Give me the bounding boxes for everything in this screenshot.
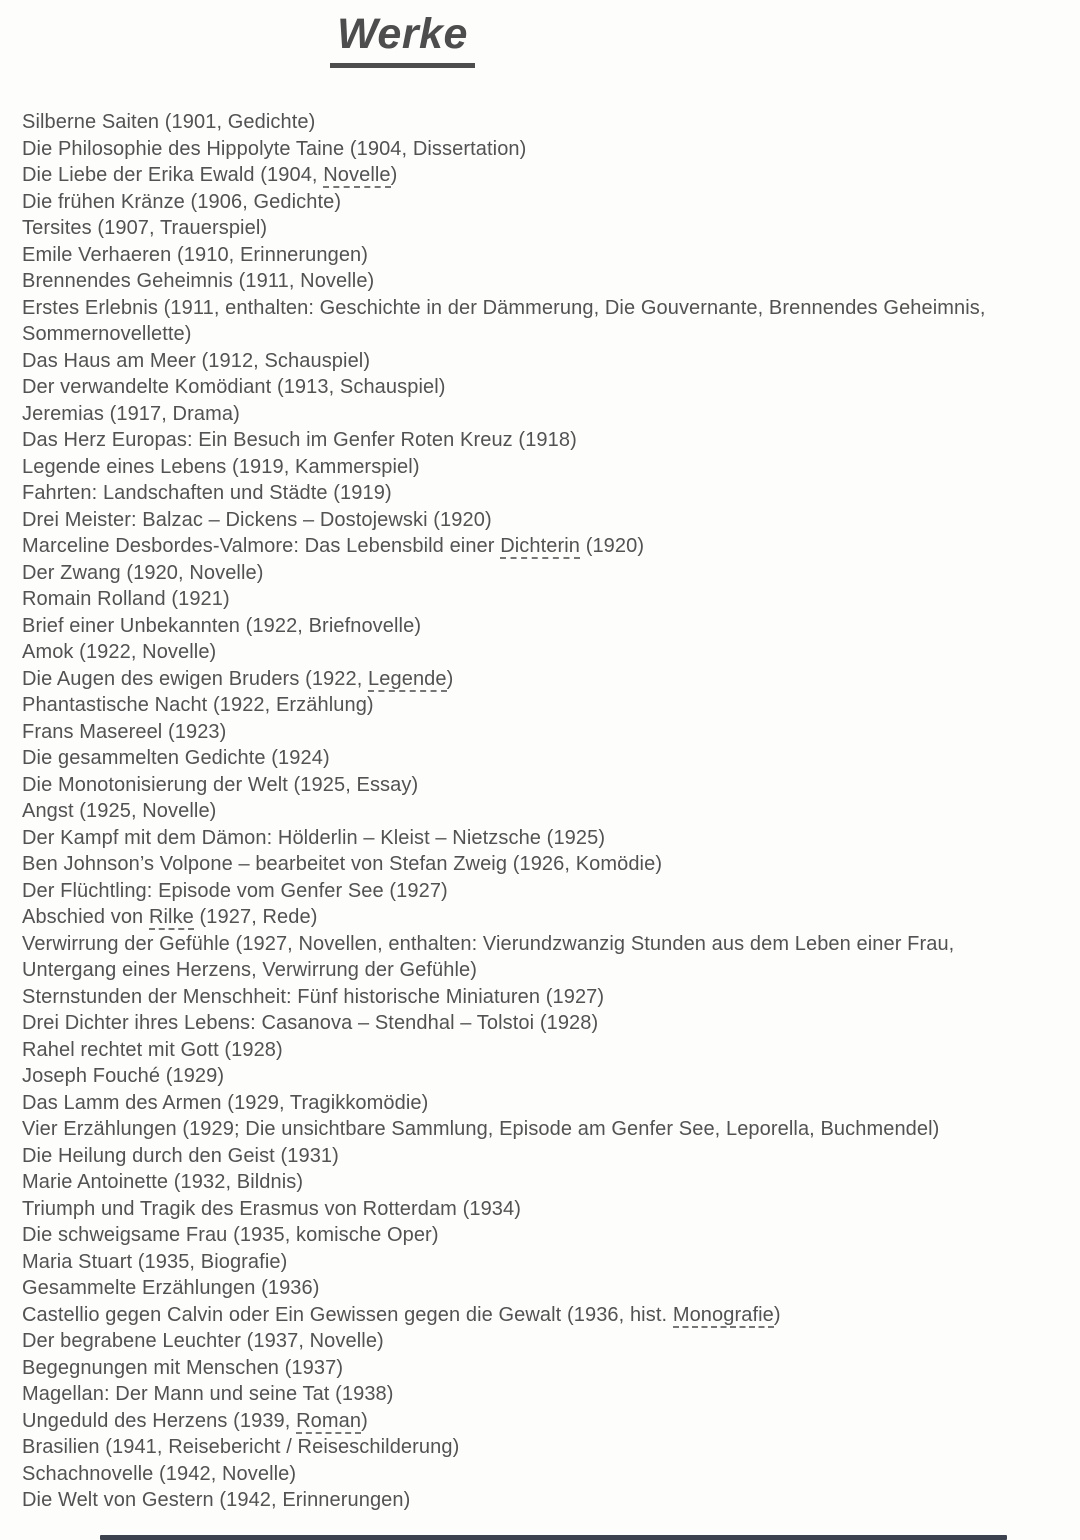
work-item: Die Welt von Gestern (1942, Erinnerungen) xyxy=(22,1489,411,1511)
flagged-word: Monografie xyxy=(672,1303,774,1326)
work-item: Das Herz Europas: Ein Besuch im Genfer Roten Kreuz (1918) xyxy=(22,429,577,451)
work-item: Das Lamm des Armen (1929, Tragikkomödie) xyxy=(22,1091,429,1114)
work-item: Erstes Erlebnis (1911, enthalten: Geschichte in der Dämmerung, Die Gouvernante, Brennendes Geheimnis, Sommernovellette) xyxy=(22,296,986,345)
bottom-bar xyxy=(100,1535,1007,1540)
work-item: Der Zwang (1920, Novelle) xyxy=(22,561,264,584)
work-item: Angst (1925, Novelle) xyxy=(22,800,217,822)
work-item: Der begrabene Leuchter (1937, Novelle) xyxy=(22,1330,384,1352)
work-item: Die Monotonisierung der Welt (1925, Essay) xyxy=(22,773,419,796)
work-item: Die Philosophie des Hippolyte Taine (1904, Dissertation) xyxy=(22,137,527,160)
work-item: Legende eines Lebens (1919, Kammerspiel) xyxy=(22,455,420,478)
page-title: Werke xyxy=(330,13,475,68)
work-item: Marceline Desbordes-Valmore: Das Lebensbild einer Dichterin (1920) xyxy=(22,535,645,557)
work-item: Die Augen des ewigen Bruders (1922, Legende) xyxy=(22,667,454,690)
work-item: Phantastische Nacht (1922, Erzählung) xyxy=(22,694,374,716)
work-item: Gesammelte Erzählungen (1936) xyxy=(22,1277,320,1299)
work-item: Der Flüchtling: Episode vom Genfer See (1927) xyxy=(22,879,448,902)
work-item: Brief einer Unbekannten (1922, Briefnovelle) xyxy=(22,614,422,637)
work-item: Joseph Fouché (1929) xyxy=(22,1065,225,1087)
work-item: Romain Rolland (1921) xyxy=(22,588,230,610)
work-item: Amok (1922, Novelle) xyxy=(22,641,217,663)
flagged-word: Roman xyxy=(296,1409,362,1432)
work-item: Maria Stuart (1935, Biografie) xyxy=(22,1250,288,1273)
work-item: Ungeduld des Herzens (1939, Roman) xyxy=(22,1409,368,1432)
work-item: Abschied von Rilke (1927, Rede) xyxy=(22,906,318,928)
work-item: Tersites (1907, Trauerspiel) xyxy=(22,217,268,239)
work-item: Die Heilung durch den Geist (1931) xyxy=(22,1144,339,1167)
flagged-word: Novelle xyxy=(323,164,391,186)
work-item: Fahrten: Landschaften und Städte (1919) xyxy=(22,482,392,504)
work-item: Magellan: Der Mann und seine Tat (1938) xyxy=(22,1383,394,1405)
work-item: Castellio gegen Calvin oder Ein Gewissen gegen die Gewalt (1936, hist. Monografie) xyxy=(22,1303,781,1326)
flagged-word: Legende xyxy=(368,667,447,690)
work-item: Das Haus am Meer (1912, Schauspiel) xyxy=(22,349,371,372)
work-item: Begegnungen mit Menschen (1937) xyxy=(22,1356,344,1379)
work-item: Schachnovelle (1942, Novelle) xyxy=(22,1462,297,1485)
work-item: Drei Dichter ihres Lebens: Casanova – Stendhal – Tolstoi (1928) xyxy=(22,1012,599,1034)
work-item: Ben Johnson’s Volpone – bearbeitet von Stefan Zweig (1926, Komödie) xyxy=(22,853,663,875)
title-row xyxy=(0,10,805,68)
work-item: Vier Erzählungen (1929; Die unsichtbare Sammlung, Episode am Genfer See, Leporella, Buchmendel) xyxy=(22,1118,940,1140)
flagged-word: Rilke xyxy=(148,906,194,928)
works-list xyxy=(22,109,988,1514)
work-item: Die schweigsame Frau (1935, komische Oper) xyxy=(22,1224,439,1246)
work-item: Der verwandelte Komödiant (1913, Schauspiel) xyxy=(22,376,446,398)
work-item: Sternstunden der Menschheit: Fünf historische Miniaturen (1927) xyxy=(22,985,605,1008)
work-item: Jeremias (1917, Drama) xyxy=(22,402,240,425)
work-item: Der Kampf mit dem Dämon: Hölderlin – Kleist – Nietzsche (1925) xyxy=(22,826,606,849)
work-item: Brasilien (1941, Reisebericht / Reiseschilderung) xyxy=(22,1436,460,1458)
work-item: Silberne Saiten (1901, Gedichte) xyxy=(22,111,316,133)
work-item: Rahel rechtet mit Gott (1928) xyxy=(22,1038,283,1061)
flagged-word: Dichterin xyxy=(500,535,581,557)
work-item: Die gesammelten Gedichte (1924) xyxy=(22,747,330,769)
work-item: Die frühen Kränze (1906, Gedichte) xyxy=(22,190,342,213)
work-item: Frans Masereel (1923) xyxy=(22,720,227,743)
work-item: Die Liebe der Erika Ewald (1904, Novelle) xyxy=(22,164,398,186)
work-item: Brennendes Geheimnis (1911, Novelle) xyxy=(22,270,375,292)
work-item: Verwirrung der Gefühle (1927, Novellen, enthalten: Vierundzwanzig Stunden aus dem Leben einer Frau, Untergang eines Herzens, Verwirrung der Gefühle) xyxy=(22,932,955,981)
work-item: Triumph und Tragik des Erasmus von Rotterdam (1934) xyxy=(22,1197,522,1220)
work-item: Emile Verhaeren (1910, Erinnerungen) xyxy=(22,243,369,266)
work-item: Drei Meister: Balzac – Dickens – Dostojewski (1920) xyxy=(22,508,492,531)
work-item: Marie Antoinette (1932, Bildnis) xyxy=(22,1171,304,1193)
